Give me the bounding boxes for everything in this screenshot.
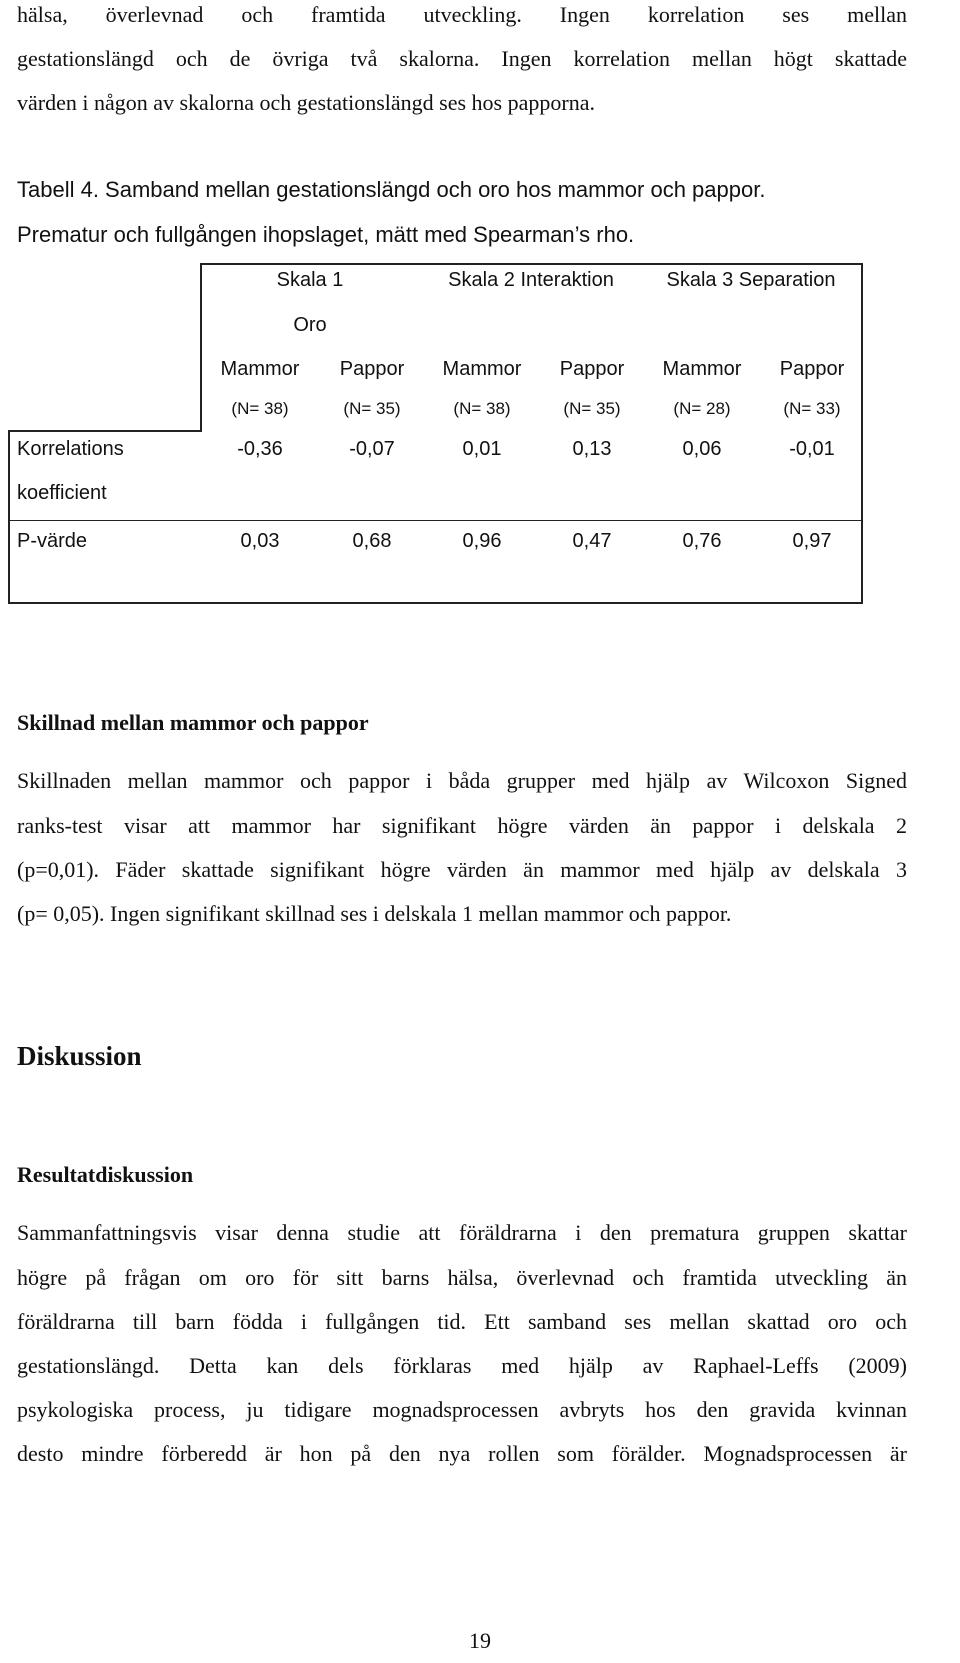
row-label-correlation-line-2: koefficient xyxy=(17,482,107,504)
intro-line-3: värden i någon av skalorna och gestationslängd ses hos papporna. xyxy=(17,90,595,115)
table-cell: 0,13 xyxy=(572,438,612,460)
group-3-label: Mammor xyxy=(442,358,522,380)
table-cell: 0,97 xyxy=(792,530,832,552)
table-row-divider xyxy=(8,520,863,521)
scale-2-header: Skala 2 Interaktion xyxy=(448,269,614,291)
group-3-n: (N= 38) xyxy=(453,399,511,418)
group-5-label: Mammor xyxy=(662,358,742,380)
table-top-border xyxy=(200,263,863,265)
page-number: 19 xyxy=(469,1628,491,1653)
discussion-line-2: högre på frågan om oro för sitt barns hälsa, överlevnad och framtida utveckling än xyxy=(17,1265,907,1290)
row-label-p-value: P-värde xyxy=(17,530,88,552)
group-1-label: Mammor xyxy=(220,358,300,380)
group-5-n: (N= 28) xyxy=(673,399,731,418)
table-cell: 0,68 xyxy=(352,530,392,552)
scale-3-header: Skala 3 Separation xyxy=(666,269,836,291)
difference-line-3: (p=0,01). Fäder skattade signifikant högre värden än mammor med hjälp av delskala 3 xyxy=(17,857,907,882)
scale-1-header: Skala 1 xyxy=(276,269,344,291)
discussion-line-1: Sammanfattningsvis visar denna studie att föräldrarna i den prematura gruppen skattar xyxy=(17,1220,907,1245)
table-cell: -0,07 xyxy=(349,438,395,460)
table-caption-line-2: Prematur och fullgången ihopslaget, mätt med Spearman’s rho. xyxy=(17,222,635,247)
group-4-label: Pappor xyxy=(559,358,625,380)
table-cell: 0,06 xyxy=(682,438,722,460)
group-2-n: (N= 35) xyxy=(343,399,401,418)
difference-line-4: (p= 0,05). Ingen signifikant skillnad ses i delskala 1 mellan mammor och pappor. xyxy=(17,901,732,926)
difference-line-1: Skillnaden mellan mammor och pappor i båda grupper med hjälp av Wilcoxon Signed xyxy=(17,768,907,793)
group-6-n: (N= 33) xyxy=(783,399,841,418)
group-2-label: Pappor xyxy=(339,358,405,380)
discussion-line-5: psykologiska process, ju tidigare mognadsprocessen avbryts hos den gravida kvinnan xyxy=(17,1397,907,1422)
table-cell: -0,01 xyxy=(789,438,835,460)
discussion-line-6: desto mindre förberedd är hon på den nya rollen som förälder. Mognadsprocessen är xyxy=(17,1441,907,1466)
table-cell: 0,76 xyxy=(682,530,722,552)
discussion-line-4: gestationslängd. Detta kan dels förklaras med hjälp av Raphael-Leffs (2009) xyxy=(17,1353,907,1378)
table-cell: 0,01 xyxy=(462,438,502,460)
table-body-top-border xyxy=(8,430,202,432)
group-6-label: Pappor xyxy=(779,358,845,380)
section-heading-difference: Skillnad mellan mammor och pappor xyxy=(17,710,369,735)
table-cell: 0,47 xyxy=(572,530,612,552)
results-discussion-subheading: Resultatdiskussion xyxy=(17,1162,194,1187)
intro-line-2: gestationslängd och de övriga två skalorna. Ingen korrelation mellan högt skattade xyxy=(17,46,907,71)
row-label-correlation-line-1: Korrelations xyxy=(17,438,124,460)
difference-line-2: ranks-test visar att mammor har signifikant högre värden än pappor i delskala 2 xyxy=(17,813,907,838)
intro-line-1: hälsa, överlevnad och framtida utveckling. Ingen korrelation ses mellan xyxy=(17,2,907,27)
table-bottom-border xyxy=(8,602,863,604)
table-caption-line-1: Tabell 4. Samband mellan gestationslängd och oro hos mammor och pappor. xyxy=(17,177,766,202)
table-cell: 0,03 xyxy=(240,530,280,552)
discussion-line-3: föräldrarna till barn födda i fullgången tid. Ett samband ses mellan skattad oro och xyxy=(17,1309,907,1334)
table-left-border xyxy=(8,430,10,604)
discussion-heading: Diskussion xyxy=(17,1041,142,1071)
table-cell: -0,36 xyxy=(237,438,283,460)
table-cell: 0,96 xyxy=(462,530,502,552)
table-header-left-border xyxy=(200,263,202,430)
group-1-n: (N= 38) xyxy=(231,399,289,418)
group-4-n: (N= 35) xyxy=(563,399,621,418)
scale-1-sub-header: Oro xyxy=(293,314,327,336)
